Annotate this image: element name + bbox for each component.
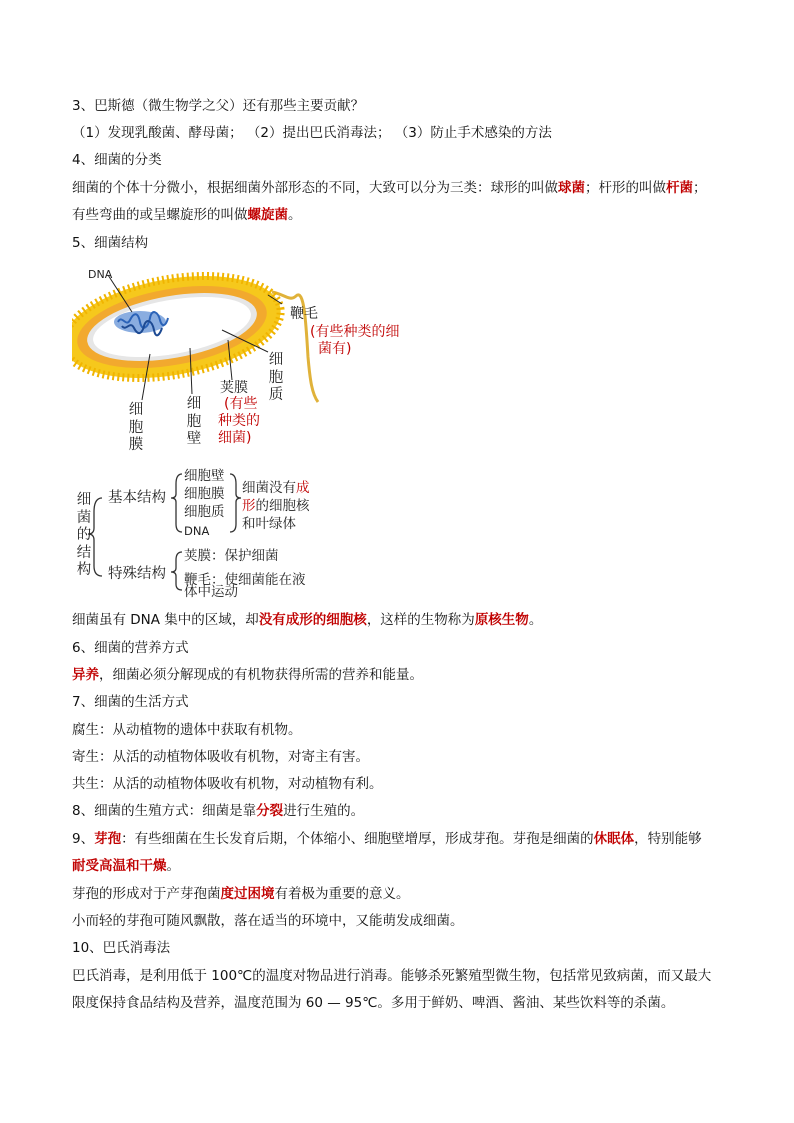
highlight-dormant: 休眠体 [593, 831, 635, 847]
text: 细菌的个体十分微小，根据细菌外部形态的不同，大致可以分为三类：球形的叫做 [72, 180, 558, 196]
highlight-survive: 度过困境 [220, 886, 275, 902]
no-nucleus-note-line-3: 和叶绿体 [242, 516, 296, 532]
section-8-line: 8、细菌的生殖方式：细菌是靠分裂进行生殖的。 [72, 803, 365, 819]
section-5-title: 5、细菌结构 [72, 235, 149, 251]
basic-item-cell-membrane: 细胞膜 [184, 486, 225, 502]
tree-root-label: 细 菌 的 结 构 [76, 492, 92, 578]
special-item-flagellum-cont: 体中运动 [184, 584, 238, 600]
section-9-line-4: 小而轻的芽孢可随风飘散，落在适当的环境中，又能萌发成细菌。 [72, 913, 464, 929]
cytoplasm-label: 细 胞 质 [268, 352, 284, 403]
section-7-title: 7、细菌的生活方式 [72, 694, 189, 710]
section-4-para-2 [72, 205, 302, 225]
highlight-prokaryote: 原核生物 [474, 612, 529, 628]
cell-wall-label: 细 胞 壁 [186, 396, 202, 447]
highlight-no-nucleus: 没有成形的细胞核 [258, 612, 367, 628]
no-nucleus-note-line-2: 形的细胞核 [242, 498, 310, 514]
highlight-heterotroph: 异养 [72, 667, 99, 683]
highlight-bacilli: 杆菌 [666, 180, 693, 196]
special-item-capsule: 荚膜：保护细菌 [184, 548, 279, 564]
section-9-line-1: 9、芽孢：有些细菌在生长发育后期，个体缩小、细胞壁增厚，形成芽孢。芽孢是细菌的休眠体，特别能够 [72, 831, 702, 847]
highlight-cocci: 球菌 [558, 180, 585, 196]
capsule-note-line-3: 细菌) [218, 430, 252, 446]
flagellum-label: 鞭毛 [290, 306, 318, 322]
capsule-note-line-1: (有些 [224, 396, 258, 412]
section-4-title: 4、细菌的分类 [72, 152, 162, 168]
basic-structure-label: 基本结构 [108, 490, 166, 506]
section-10-line-1: 巴氏消毒，是利用低于 100℃的温度对物品进行消毒。能够杀死繁殖型微生物，包括常见致病菌，而又最大 [72, 968, 712, 984]
section-4-para-1 [72, 178, 707, 198]
special-structure-label: 特殊结构 [108, 566, 166, 582]
parasitic-line: 寄生：从活的动植物体吸收有机物，对寄主有害。 [72, 749, 369, 765]
flagellum-note-line-2: 菌有) [318, 341, 352, 357]
highlight-spirilla: 螺旋菌 [247, 207, 288, 223]
section-3-title: 3、巴斯德（微生物学之父）还有那些主要贡献？ [72, 98, 365, 114]
highlight-heat-dry: 耐受高温和干燥 [72, 858, 167, 874]
highlight-spore: 芽孢 [94, 831, 122, 847]
prokaryote-statement: 细菌虽有 DNA 集中的区域，却没有成形的细胞核，这样的生物称为原核生物。 [72, 612, 543, 628]
section-9-line-3: 芽孢的形成对于产芽孢菌度过困境有着极为重要的意义。 [72, 886, 410, 902]
basic-item-dna: DNA [184, 524, 210, 538]
symbiotic-line: 共生：从活的动植物体吸收有机物，对动植物有利。 [72, 776, 383, 792]
no-nucleus-note-line-1: 细菌没有成 [242, 480, 310, 496]
basic-item-cytoplasm: 细胞质 [184, 504, 225, 520]
special-item-flagellum: 鞭毛：使细菌能在液 [184, 572, 306, 588]
flagellum-note-line-1: (有些种类的细 [310, 324, 400, 340]
bacterium-structure-diagram [72, 262, 432, 462]
text: ；杆形的叫做 [585, 180, 666, 196]
dna-label: DNA [88, 268, 113, 281]
section-6-title: 6、细菌的营养方式 [72, 640, 189, 656]
capsule-note-line-2: 种类的 [218, 413, 260, 429]
section-6-line: 异养，细菌必须分解现成的有机物获得所需的营养和能量。 [72, 667, 423, 683]
text: ； [693, 180, 707, 196]
text: 。 [288, 207, 302, 223]
section-10-line-2: 限度保持食品结构及营养，温度范围为 60 — 95℃。多用于鲜奶、啤酒、酱油、某些饮料等的杀菌。 [72, 995, 675, 1011]
text: 有些弯曲的或呈螺旋形的叫做 [72, 207, 248, 223]
section-10-title: 10、巴氏消毒法 [72, 940, 171, 956]
bacterium-illustration [72, 262, 432, 462]
highlight-fission: 分裂 [256, 803, 284, 819]
saprophytic-line: 腐生：从动植物的遗体中获取有机物。 [72, 722, 302, 738]
cell-membrane-label: 细 胞 膜 [128, 402, 144, 453]
section-3-contributions: （1）发现乳酸菌、酵母菌； （2）提出巴氏消毒法； （3）防止手术感染的方法 [72, 125, 552, 141]
basic-item-cell-wall: 细胞壁 [184, 468, 225, 484]
section-9-line-2: 耐受高温和干燥。 [72, 858, 180, 874]
capsule-label: 荚膜 [220, 380, 248, 396]
bacteria-structure-tree [72, 462, 332, 602]
